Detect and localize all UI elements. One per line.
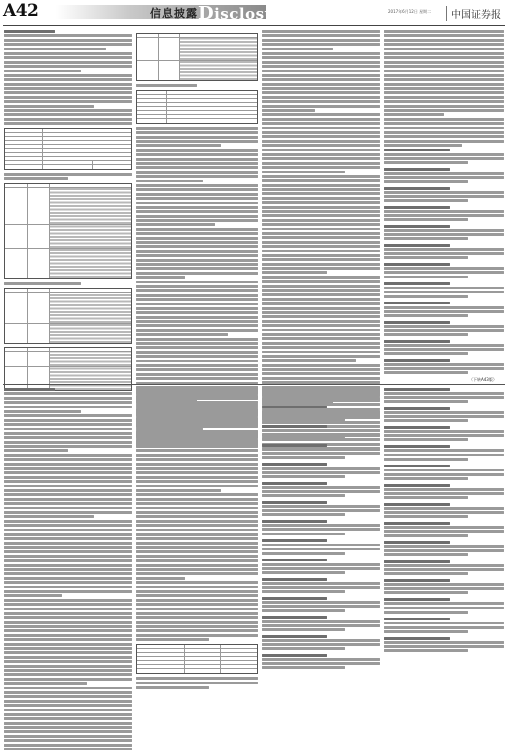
sales-agent-entry (384, 637, 504, 652)
sales-agent-entry (262, 501, 380, 516)
sales-agent-entry (384, 598, 504, 613)
sales-agent-entry (262, 616, 380, 631)
article-column-7 (262, 388, 380, 673)
masthead (0, 0, 508, 24)
sales-agent-entry (262, 463, 380, 478)
section-en-rest: isclosure (214, 5, 295, 23)
sales-agent-entry (384, 263, 504, 278)
masthead-rule (3, 25, 505, 26)
sales-agent-entry (262, 654, 380, 669)
newspaper-logo: 中国证券报 (446, 6, 501, 21)
page-number: A42 (3, 1, 39, 21)
sales-agent-entry (262, 539, 380, 554)
sales-agent-entry (384, 388, 504, 403)
continued-note: （下转A43版） (469, 377, 497, 382)
table-fee-schedule (136, 644, 258, 674)
sales-agent-entry (384, 618, 504, 633)
sales-agent-entry (262, 425, 380, 440)
section-title-english (198, 3, 294, 24)
sales-agent-entry (384, 484, 504, 499)
sales-agent-entry (384, 426, 504, 441)
sales-agent-entry (384, 579, 504, 594)
section-title: 信息披露 (150, 7, 198, 20)
issue-date: 2017年6月12日 星期二 (388, 9, 432, 14)
section-en-initial: D (198, 3, 215, 24)
sales-agent-entry (262, 635, 380, 650)
sales-agent-entry (262, 559, 380, 574)
table-senior-management (136, 33, 258, 81)
article-column-5 (4, 388, 132, 750)
sales-agent-entry (384, 321, 504, 336)
sales-agent-entry (384, 407, 504, 422)
sales-agent-entry (384, 503, 504, 518)
sales-agent-entry (262, 482, 380, 497)
table-fund-overview (4, 128, 132, 170)
sales-agent-entry (262, 578, 380, 593)
table-fund-managers (4, 183, 132, 279)
article-column-6 (136, 388, 258, 690)
sales-agent-entry (262, 520, 380, 535)
article-column-4 (384, 30, 504, 378)
sales-agent-entry (384, 560, 504, 575)
sales-agent-entry (384, 282, 504, 297)
sales-agent-entry (384, 465, 504, 480)
sales-agent-entry (384, 302, 504, 317)
sales-agent-entry (384, 225, 504, 240)
table-board-members (4, 288, 132, 344)
sales-agent-entry (384, 244, 504, 259)
half-page-divider (3, 384, 505, 385)
sales-agent-entry (384, 206, 504, 221)
sales-agent-entry (384, 149, 504, 164)
sales-agent-entry (384, 522, 504, 537)
sales-agent-entry (262, 444, 380, 459)
sales-agent-entry (262, 597, 380, 612)
sales-agent-entry (384, 541, 504, 556)
sales-agent-entry (384, 359, 504, 374)
sales-agent-entry (384, 187, 504, 202)
sales-agent-entry (384, 168, 504, 183)
sales-agent-entry (262, 406, 380, 421)
article-column-8 (384, 388, 504, 656)
sales-agent-entry (384, 340, 504, 355)
sales-agent-entry (384, 445, 504, 460)
table-custodian (136, 90, 258, 124)
article-column-1 (4, 30, 132, 394)
